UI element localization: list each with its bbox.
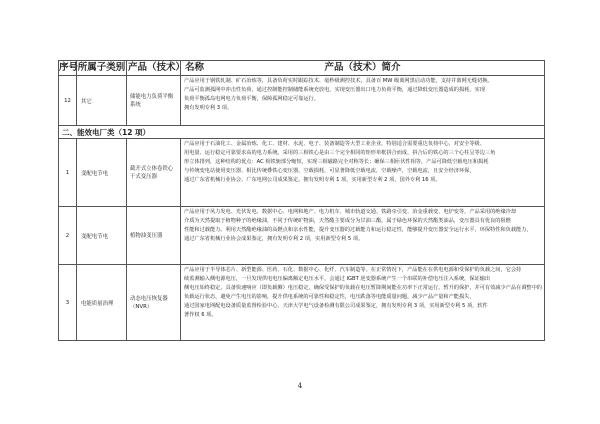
row-product-name: 植物油变压器: [127, 207, 181, 265]
section-title: 二、能效电厂类（12 项）: [59, 126, 545, 139]
row-category: 电能质量治理: [77, 265, 127, 341]
description-line: 拥有发明专利 3 项。: [184, 104, 233, 111]
description-line: 性能和过载能力。利用天然酯绝缘油的高燃点和亲水性能，提升变压器的过载能力和运行稳定性，能够提升变压器安全运行水平，环保特性和负载能力，: [184, 226, 532, 233]
description-line: 负荷平衡孤岛电网电力负荷平衡，保障孤网稳定可靠运行。: [184, 95, 319, 102]
header-category: 所属子类别: [77, 61, 127, 76]
description-line: 负载运行状态，避免产生电压的影响，提升供电系统的可靠性和稳定性，电压跌落等电能质量问题，减少产品产量和产能损失，: [184, 293, 475, 300]
table-header-row: [59, 61, 545, 76]
description-line: 著作权 6 项。: [184, 311, 217, 318]
row-description: [181, 76, 545, 126]
table-row: [59, 139, 545, 207]
row-description: [181, 139, 545, 207]
row-category: 变配电节电: [77, 139, 127, 207]
description-line: 侧电压始终稳定，具备快速响应（即负载侧）电压稳定，确保受保护的负载在电压暂降期间能在功率下正常运行。暂升的保护，并可有效减少产品在调整中的: [184, 284, 542, 291]
description-line: 通过广东省机械行业协会、广东电网公司成果鉴定。拥有发明专利 1 项，实用新型专利 2 项，国外专利 16 项。: [184, 176, 441, 183]
description-line: 通过国家电网配电设备质量监督检验中心、天津大学电气设备检测有限公司成果鉴定，拥有发明专利 3 项，实用新型专利 5 项，软件: [184, 302, 488, 309]
description-line: 用电量、运行稳定可靠要求高的电力系统。采用的三相铁心是由三个完全相同的矩形单框拼合而成，拼合后的铁心的三个心柱呈等边三角: [184, 149, 496, 156]
description-line: 产品应用于半导体芯片、新型能源、医药、石化、数据中心、化纤、汽车制造等。在正常情况下，产品能在在供电电源和受保护的负载之间，它会持: [184, 267, 522, 273]
row-category: 其它: [77, 76, 127, 126]
product-table: [58, 60, 545, 341]
header-product-name: 产品（技术）名称: [127, 61, 181, 76]
description-line: 产品应用于石油化工、金属冶炼、化工、建材、水泥、电子、装备制造等大型工业企业，特别适合需要重达负荷中心，对安全等级、: [184, 141, 485, 147]
row-description: [181, 207, 545, 265]
row-number: 1: [59, 139, 77, 207]
description-line: 介质为天然提取于植物种子的绝缘油，不同于传统矿物油，天然酯主要成分为甘油三酯，属于绿色环保的天然酯类油品，变压器具有优良的阻燃: [184, 217, 511, 224]
document-page: [58, 60, 544, 341]
table-row: [59, 265, 545, 341]
row-product-name: 储能电力负荷平衡系统: [127, 76, 181, 126]
description-line: 产品可监测孤网中冲击性负荷，通过控制能控制储能系统充放电，实现变压器出口电力负荷平衡，通过降低变压器造成的损耗，实现: [184, 86, 485, 93]
table-row: [59, 76, 545, 126]
section-header-row: [59, 126, 545, 139]
table-row: [59, 207, 545, 265]
row-product-name: 截开式立体卷铁心干式变压器: [127, 139, 181, 207]
header-index: 序号: [59, 61, 77, 76]
header-product-intro: 产品（技术）简介: [181, 61, 545, 76]
description-line: 形立体排列，这种结构的优点：AC 相铁轭部分缩短，实现三相磁路完全对称等长；确保三相匝伏性相等，产品可降低空载电压和损耗: [184, 158, 489, 165]
description-line: 产品应用于风力发电、光伏发电、数据中心、电网和地产、电力机车、城市轨道交通、铁路牵引变、冶金重载变、电炉变等，产品采用的绝缘冷却: [184, 209, 517, 215]
description-line: 产品应用于钢铁轧制、矿石冶炼等，具备负荷实时跟踪技术、毫秒级测控技术，具备百 MW 级离网黑启动功能，支持并离网无缝切换。: [184, 78, 493, 84]
description-line: 续监测输入侧电源电压，一旦发现供电电压偏离额定电压水平，会通过 IGBT 逆变器系统产生一个串联的补偿电压注入系统，保证输出: [184, 275, 491, 282]
row-number: 2: [59, 207, 77, 265]
description-line: 与传统变电站使用变压器、相比传统叠铁心变压器，空载损耗，可显著降低空载电流，空载噪声，空载电流，且安全经济环保，: [184, 167, 475, 174]
row-description: [181, 265, 545, 341]
description-line: 通过广东省机械行业协会成果鉴定，拥有发明专利 2 项，实用新型专利 5 项。: [184, 235, 364, 242]
row-category: 变配电节电: [77, 207, 127, 265]
row-product-name: 动态电压恢复器（NVR）: [127, 265, 181, 341]
row-number: 3: [59, 265, 77, 341]
row-number: 12: [59, 76, 77, 126]
page-number: 4: [297, 382, 303, 390]
